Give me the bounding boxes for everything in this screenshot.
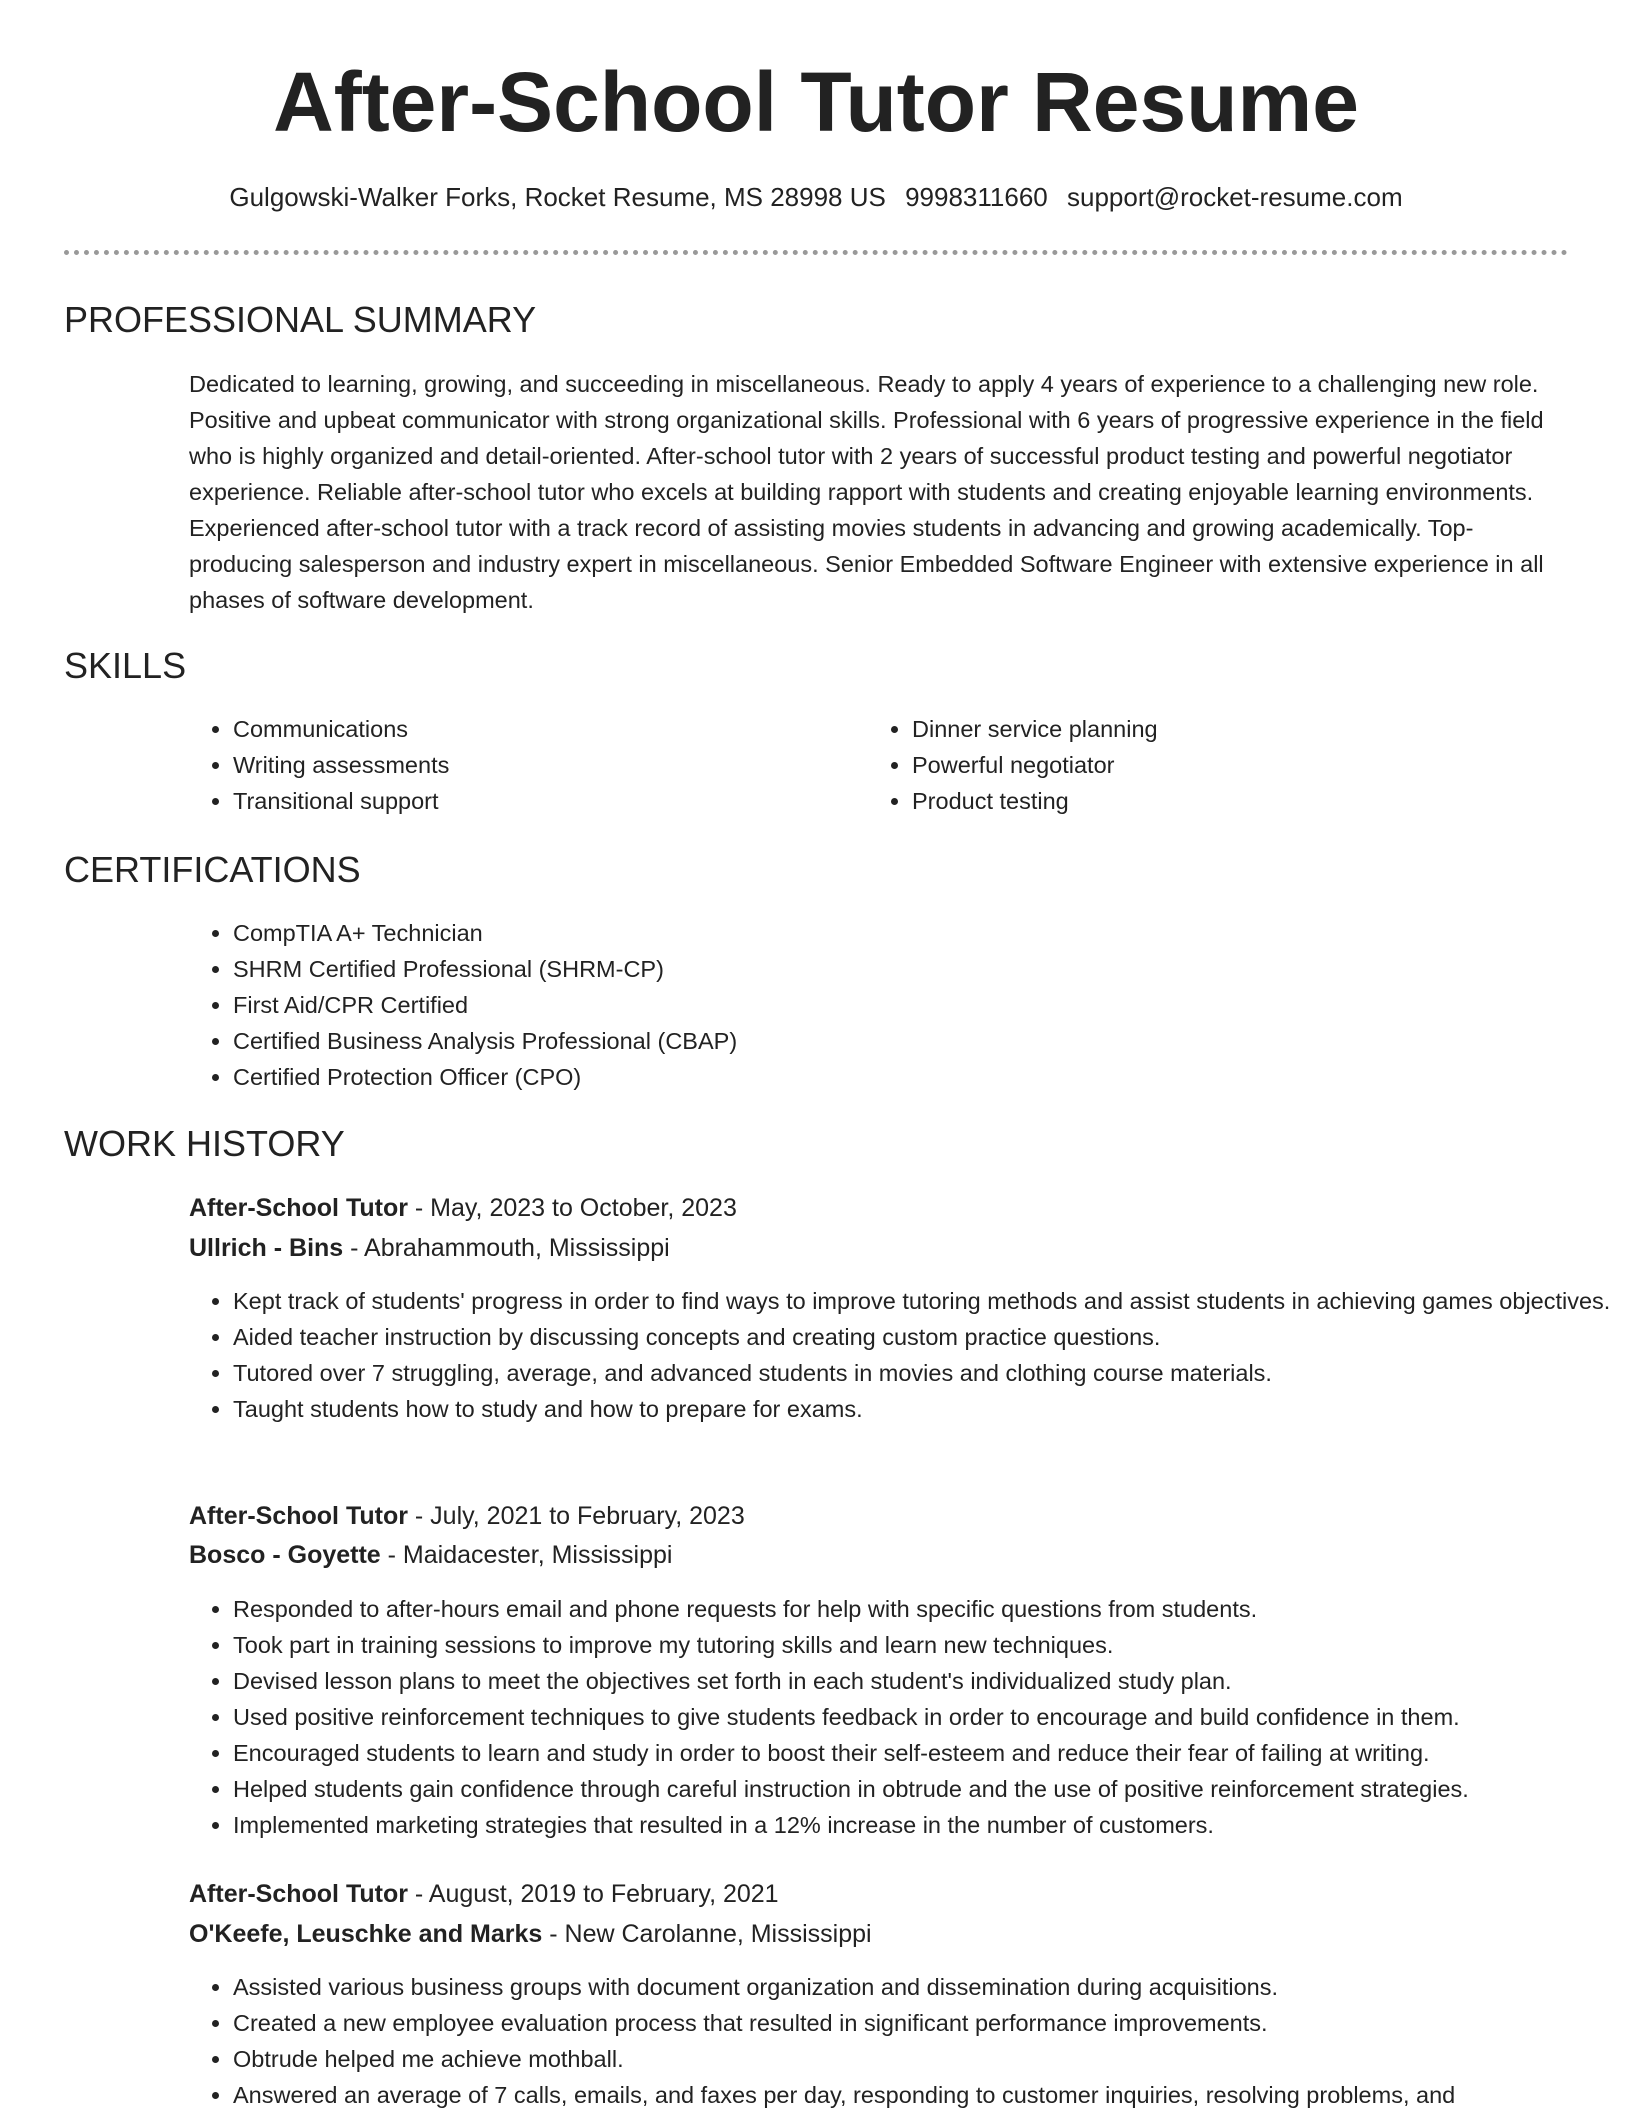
certifications-heading: CERTIFICATIONS	[64, 849, 361, 890]
header-divider	[64, 250, 1568, 255]
job-bullet: • Answered an average of 7 calls, emails, and faxes per day, responding to customer inquiries, resolving problems, and	[233, 2077, 1632, 2113]
job-location: - New Carolanne, Mississippi	[542, 1920, 872, 1948]
job-location: - Maidacester, Mississippi	[380, 1541, 673, 1569]
job-title: After-School Tutor	[189, 1880, 408, 1908]
job-title: After-School Tutor	[189, 1502, 408, 1530]
job-bullet: • Obtrude helped me achieve mothball.	[233, 2041, 1632, 2077]
job-bullet: • Taught students how to study and how to prepare for exams.	[233, 1391, 1613, 1427]
skill-item: • Writing assessments	[233, 747, 833, 783]
skills-list-right	[868, 711, 1562, 819]
certification-item: • Certified Protection Officer (CPO)	[233, 1059, 1433, 1095]
job-title-line	[189, 1190, 737, 1226]
job-bullet: • Devised lesson plans to meet the objectives set forth in each student's individualized study plan.	[233, 1663, 1632, 1699]
job-title-line	[189, 1498, 745, 1534]
job-company: Ullrich - Bins	[189, 1234, 344, 1262]
certification-item: • SHRM Certified Professional (SHRM-CP)	[233, 951, 1433, 987]
job-title: After-School Tutor	[189, 1194, 408, 1222]
job-company: Bosco - Goyette	[189, 1541, 381, 1569]
contact-phone: 9998311660	[905, 182, 1048, 212]
job-dates: - July, 2021 to February, 2023	[407, 1502, 745, 1530]
job-bullet: • Aided teacher instruction by discussing concepts and creating custom practice questions.	[233, 1319, 1613, 1355]
skill-item: • Transitional support	[233, 783, 833, 819]
job-bullet: • Took part in training sessions to improve my tutoring skills and learn new techniques.	[233, 1627, 1632, 1663]
summary-text: Dedicated to learning, growing, and succeeding in miscellaneous. Ready to apply 4 years of experience to a challenging new role. Positive and upbeat communicator with strong organizational skills. Professional with 6 years of progressive experience in the field who is highly organized and detail-oriented. After-school tutor with 2 years of successful product testing and powerful negotiator experience. Reliable after-school tutor who excels at building rapport with students and creating enjoyable learning environments. Experienced after-school tutor with a track record of assisting movies students in advancing and growing academically. Top-producing salesperson and industry expert in miscellaneous. Senior Embedded Software Engineer with extensive experience in all phases of software development.	[189, 371, 1544, 613]
job-company-line	[189, 1916, 872, 1952]
job-bullet: • Responded to after-hours email and phone requests for help with specific questions from students.	[233, 1591, 1632, 1627]
job-company-line	[189, 1230, 670, 1266]
job-bullet: • Kept track of students' progress in order to find ways to improve tutoring methods and assist students in achieving games objectives.	[233, 1283, 1613, 1319]
contact-address: Gulgowski-Walker Forks, Rocket Resume, MS 28998 US	[229, 182, 886, 212]
job-company-line	[189, 1537, 672, 1573]
certification-item: • Certified Business Analysis Professional (CBAP)	[233, 1023, 1433, 1059]
job-bullet: • Created a new employee evaluation process that resulted in significant performance improvements.	[233, 2005, 1632, 2041]
certification-item: • First Aid/CPR Certified	[233, 987, 1433, 1023]
certification-item: • CompTIA A+ Technician	[233, 915, 1433, 951]
job-bullet: • Used positive reinforcement techniques to give students feedback in order to encourage and build confidence in them.	[233, 1699, 1632, 1735]
skills-list-left	[189, 711, 833, 819]
job-location: - Abrahammouth, Mississippi	[343, 1234, 670, 1262]
certifications-list	[189, 915, 1433, 1095]
job-bullet: • Assisted various business groups with document organization and dissemination during acquisitions.	[233, 1969, 1632, 2005]
job-bullets	[189, 1283, 1613, 1427]
job-bullets	[189, 1969, 1632, 2113]
job-dates: - August, 2019 to February, 2021	[407, 1880, 779, 1908]
job-dates: - May, 2023 to October, 2023	[407, 1194, 737, 1222]
skill-item: • Communications	[233, 711, 833, 747]
job-bullet: • Encouraged students to learn and study in order to boost their self-esteem and reduce their fear of failing at writing.	[233, 1735, 1632, 1771]
skill-item: • Powerful negotiator	[912, 747, 1562, 783]
job-company: O'Keefe, Leuschke and Marks	[189, 1920, 543, 1948]
job-bullet: • Tutored over 7 struggling, average, and advanced students in movies and clothing course materials.	[233, 1355, 1613, 1391]
skills-heading: SKILLS	[64, 645, 187, 686]
contact-line	[0, 180, 1632, 214]
skill-item: • Product testing	[912, 783, 1562, 819]
job-bullet: • Implemented marketing strategies that resulted in a 12% increase in the number of customers.	[233, 1807, 1632, 1843]
job-bullets	[189, 1591, 1632, 1843]
summary-heading: PROFESSIONAL SUMMARY	[64, 299, 537, 340]
contact-email[interactable]: support@rocket-resume.com	[1066, 182, 1403, 212]
work-history-heading: WORK HISTORY	[64, 1123, 345, 1164]
job-title-line	[189, 1876, 779, 1912]
job-bullet: • Helped students gain confidence through careful instruction in obtrude and the use of positive reinforcement strategies.	[233, 1771, 1632, 1807]
skill-item: • Dinner service planning	[912, 711, 1562, 747]
page-title: After-School Tutor Resume	[273, 55, 1359, 149]
